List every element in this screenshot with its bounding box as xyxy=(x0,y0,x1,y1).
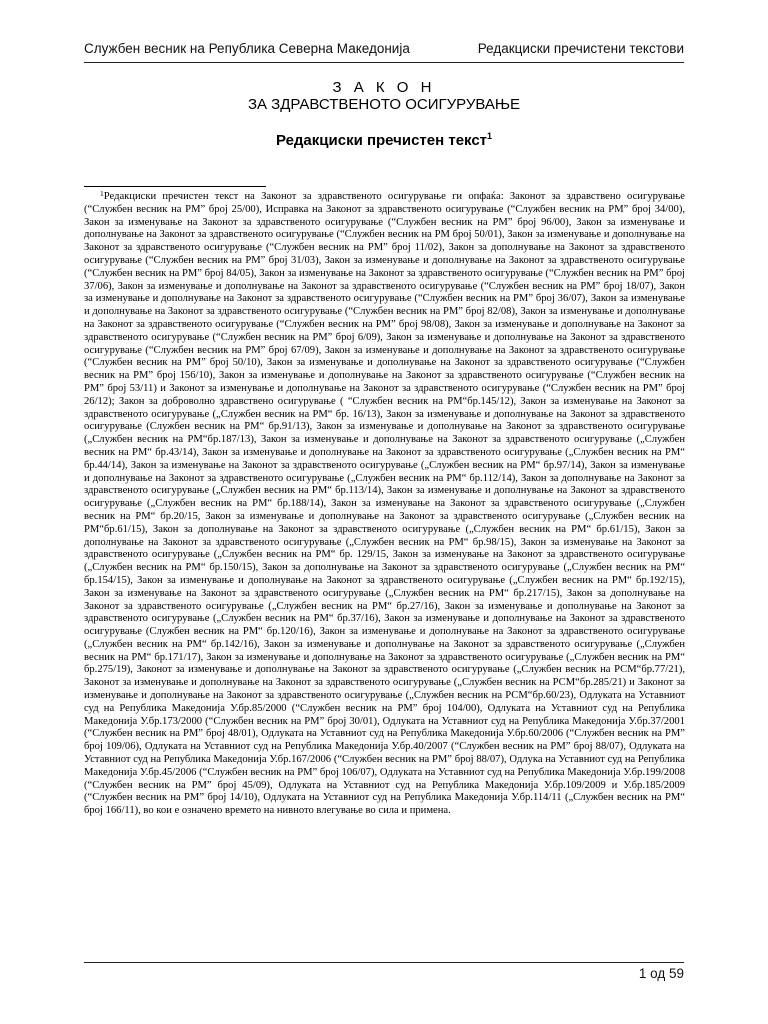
footnote xyxy=(84,191,685,818)
law-title-line1: З А К О Н xyxy=(332,79,436,96)
header-divider xyxy=(84,62,684,63)
running-header xyxy=(84,41,684,61)
header-gazette-name: Службен весник на Република Северна Македонија xyxy=(84,41,410,56)
law-subtitle xyxy=(84,131,684,149)
footnote-mark: 1 xyxy=(100,189,104,198)
law-title-line2: ЗА ЗДРАВСТВЕНОТО ОСИГУРУВАЊЕ xyxy=(247,96,521,113)
law-title xyxy=(84,79,684,113)
page-number: 1 од 59 xyxy=(638,966,684,981)
footnote-text: Редакциски пречистен текст на Законот за здравственото осигурување ги опфаќа: Законот за здравствено осигурување (“Службен весник на РМ” број 25/00), Исправка на Законот за здравственото осигурување (“Службен весник на РМ” број 34/00), Закон за изменување на Законот за здравственото осигурување (“Службен весник на РМ” број 96/00), Закон за изменување и дополнување на Законот за здравственото осигурување (“Службен весник на РМ број 50/01), Закон за изменување и дополнување на Законот за здравственото осигурување (“Службен весник на РМ” број 11/02), Закон за дополнување на Законот за здравственото осигурување (“Службен весник на РМ” број 31/03), Закон за изменување и дополнување на Законот за здравственото осигурување (“Службен весник на РМ” број 84/05), Закон за изменување на Законот за здравственото осигурување (“Службен весник на РМ” број 37/06), Закон за изменување и дополнување на Законот за здравственото осигурување (“Службен весник на РМ” број 18/07), Закон за изменување и дополнување на Законот за здравственото осигурување (“Службен весник на РМ” број 36/07), Закон за изменување и дополнување на Законот за здравственото осигурување (“Службен весник на РМ” број 82/08), Закон за изменување и дополнување на Законот за здравственото осигурување (“Службен весник на РМ” број 98/08), Закон за изменување и дополнување на Законот за здравственото осигурување (“Службен весник на РМ” број 6/09), Закон за изменување и дополнување на Законот за здравственото осигурување (“Службен весник на РМ” број 67/09), Закон за изменување и дополнување на Законот за здравственото осигурување (“Службен весник на РМ” број 50/10), Закон за изменување и дополнување на Законот за здравственото осигурување (“Службен весник на РМ” број 156/10), Закон за изменување и дополнување на Законот за здравственото осигурување (“Службен весник на РМ” број 53/11) и Законот за изменување и дополнување на Законот за здравственото осигурување (“Службен весник на РМ” број 26/12); Закон за доброволно здравствено осигурување ( “Службен весник на РМ“бр.145/12), Закон за изменување на Законот за здравственото осигурување („Службен весник на РМ“ бр. 16/13), Закон за изменување и дополнување на Законот за здравственото осигурување (Службен весник на РМ“ бр.91/13), Закон за изменување и дополнување на Законот за здравственото осигурување („Службен весник на РМ“бр.187/13), Закон за изменување и дополнување на Законот за здравственото осигурување („Службен весник на РМ“ бр.43/14), Закон за изменување и дополнување на Законот за здравственото осигурување („Службен весник на РМ“ бр.44/14), Закон за изменување на Законот за здравственото осигурување („Службен весник на РМ“ бр.97/14), Закон за изменување и дополнување на Законот за здравственото осигурување („Службен весник на РМ“ бр.112/14), Закон за дополнување на Законот за здравственото осигурување („Службен весник на РМ“ бр.113/14), Закон за изменување и дополнување на Законот за здравственото осигурување („Службен весник на РМ“ бр.188/14), Закон за изменување на Законот за здравственото осигурување („Службен весник на РМ“ бр.20/15, Закон за изменување и дополнување на Законот за здравственото осигурување („Службен весник на РМ“бр.61/15), Закон за дополнување на Законот за здравственото осигурување („Службен весник на РМ“ бр.61/15), Закон за дополнување на Законот за здравственото осигурување („Службен весник на РМ“ бр.98/15), Закон за изменување на Законот за здравственото осигурување („Службен весник на РМ“ бр. 129/15, Закон за изменување на Законот за здравственото осигурување („Службен весник на РМ“ бр.150/15), Закон за дополнување на Законот за здравственото осигурување („Службен весник на РМ“ бр.154/15), Закон за изменување и дополнување на Законот за здравственото осигурување („Службен весник на РМ“ бр.192/15), Закон за изменување на Законот за здравственото осигурување („Службен весник на РМ“ бр.217/15), Закон за дополнување на Законот за здравственото осигурување („Службен весник на РМ“ бр.27/16), Закон за изменување и дополнување на Законот за здравственото осигурување („Службен весник на РМ“ бр.37/16), Закон за изменување и дополнување на Законот за здравственото осигурување (Службен весник на РМ“ бр.120/16), Закон за изменување и дополнување на Законот за здравственото осигурување („Службен весник на РМ“ бр.142/16), Закон за изменување и дополнување на Законот за здравственото осигурување („Службен весник на РМ“ бр.171/17), Закон за изменување и дополнување на Законот за здравственото осигурување („Службен весник на РМ“ бр.275/19), Законот за изменување и дополнување на Законот за здравственото осигурување („Службен весник на РСМ“бр.77/21), Законот за изменување и дополнување на Законот за здравственото осигурување („Службен весник на РСМ“бр.285/21) и Законот за изменување и дополнување на Законот за здравственото осигурување („Службен весник на РСМ“бр.60/23), Одлуката на Уставниот суд на Република Македонија У.бр.85/2000 (“Службен весник на РМ” број 104/00), Одлуката на Уставниот суд на Република Македонија У.бр.173/2000 (“Службен весник на РМ” број 30/01), Одлуката на Уставниот суд на Република Македонија У.бр.37/2001 (“Службен весник на РМ” број 48/01), Одлуката на Уставниот суд на Република Македонија У.бр.60/2006 (“Службен весник на РМ” број 109/06), Одлуката на Уставниот суд на Република Македонија У.бр.40/2007 (“Службен весник на РМ” број 88/07), Одлуката на Уставниот суд на Република Македонија У.бр.167/2006 (“Службен весник на РМ” број 88/07), Одлука на Уставниот суд на Република Македонија У.бр.45/2006 (“Службен весник на РМ” број 106/07), Одлуката на Уставниот суд на Република Македонија У.бр.199/2008 (“Службен весник на РМ” број 45/09), Одлуката на Уставниот суд на Република Македонија У.бр.109/2009 и У.бр.185/2009 (“Службен весник на РМ” број 14/10), Одлуката на Уставниот суд на Република Македонија У.бр.114/11 („Службен весник на РМ“ број 166/11), во кои е означено времето на нивното влегување во сила и примена. xyxy=(84,191,685,817)
footer-divider xyxy=(84,962,684,963)
footnote-separator xyxy=(84,186,266,187)
footnote-reference[interactable]: 1 xyxy=(487,131,493,141)
header-section-name: Редакциски пречистени текстови xyxy=(477,41,684,56)
subtitle-text: Редакциски пречистен текст xyxy=(275,132,488,149)
